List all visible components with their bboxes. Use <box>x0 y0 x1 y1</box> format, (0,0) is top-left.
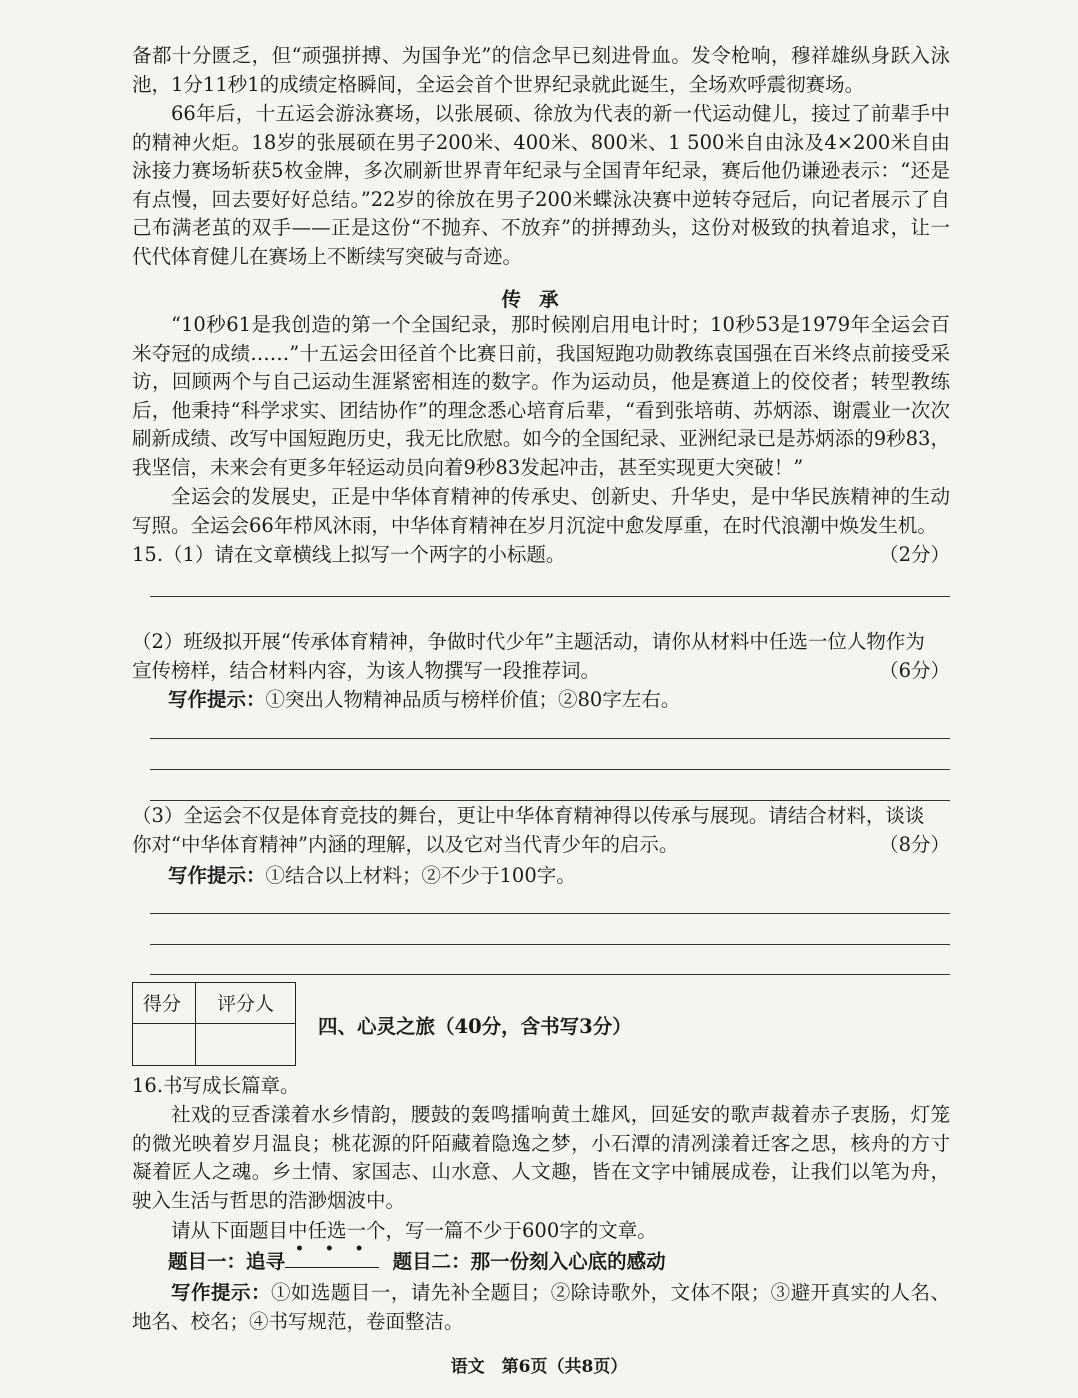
essay-instruction: 请从下面题目中任选一个，写一篇不少于600字的文章。 <box>171 1219 657 1242</box>
question-15-3-points: （8分） <box>879 833 950 856</box>
essay-prompt: 社戏的豆香漾着水乡情韵，腰鼓的轰鸣擂响黄土雄风，回延安的歌声裁着赤子衷肠，灯笼的微光映着岁月温良；桃花源的阡陌藏着隐逸之梦，小石潭的清冽漾着迁客之思，核舟的方寸凝着匠人之魂。乡土情、家国志、山水意、人文趣，皆在文字中铺展成卷，让我们以笔为舟，驶入生活与哲思的浩渺烟波中。 <box>132 1103 950 1212</box>
topic-two: 题目二：那一份刻入心底的感动 <box>392 1250 666 1273</box>
article-paragraph-1: 备都十分匮乏，但“顽强拼搏、为国争光”的信念早已刻进骨血。发令枪响，穆祥雄纵身跃入泳池，1分11秒1的成绩定格瞬间，全运会首个世界纪录就此诞生，全场欢呼震彻赛场。 <box>132 44 950 96</box>
answer-line[interactable] <box>150 596 950 597</box>
table-divider <box>133 1023 295 1024</box>
topic-one: 题目一：追寻 <box>168 1250 286 1273</box>
answer-line[interactable] <box>150 974 950 975</box>
essay-hint <box>132 1279 950 1336</box>
grader-header: 评分人 <box>217 993 275 1015</box>
essay-topics <box>168 1241 868 1277</box>
question-15-1-points: （2分） <box>879 543 950 566</box>
article-paragraph-2: 66年后，十五运会游泳赛场，以张展硕、徐放为代表的新一代运动健儿，接过了前辈手中的精神火炬。18岁的张展硕在男子200米、400米、800米、1 500米自由泳及4×200米自由泳接力赛场斩获5枚金牌，多次刷新世界青年纪录与全国青年纪录，赛后他仍谦逊表示：“还是有点慢，回去要好好总结。”22岁的徐放在男子200米蝶泳决赛中逆转夺冠后，向记者展示了自己布满老茧的双手——正是这份“不抛弃、不放弃”的拼搏劲头，这份对极致的执着追求，让一代代体育健儿在赛场上不断续写突破与奇迹。 <box>132 102 950 268</box>
answer-line[interactable] <box>150 913 950 914</box>
answer-line[interactable] <box>150 769 950 770</box>
question-15-2-line-2 <box>132 657 950 686</box>
question-15-2-points: （6分） <box>879 659 950 682</box>
question-15-3-line-1: （3）全运会不仅是体育竞技的舞台，更让中华体育精神得以传承与展现。请结合材料，谈谈 <box>132 804 925 827</box>
hint-text: ①突出人物精神品质与榜样价值；②80字左右。 <box>265 688 681 711</box>
topic-one-blank[interactable]: • • • <box>285 1247 379 1268</box>
question-15-3-line-2 <box>132 831 950 860</box>
question-15-3-hint <box>168 862 576 890</box>
question-15-1 <box>132 541 950 570</box>
hint-label: 写作提示： <box>168 864 266 887</box>
question-16: 16.书写成长篇章。 <box>132 1074 300 1097</box>
question-15-2-text: 宣传榜样，结合材料内容，为该人物撰写一段推荐词。 <box>132 659 601 682</box>
answer-line[interactable] <box>150 738 950 739</box>
table-divider <box>195 983 196 1065</box>
hint-label: 写作提示： <box>171 1281 271 1304</box>
article-paragraph-4: 全运会的发展史，正是中华体育精神的传承史、创新史、升华史，是中华民族精神的生动写照。全运会66年栉风沐雨，中华体育精神在岁月沉淀中愈发厚重，在时代浪潮中焕发生机。 <box>132 485 950 537</box>
hint-label: 写作提示： <box>168 688 266 711</box>
hint-text: ①如选题目一，请先补全题目；②除诗歌外，文体不限；③避开真实的人名、地名、校名；④书写规范，卷面整洁。 <box>132 1281 950 1333</box>
answer-line[interactable] <box>150 800 950 801</box>
answer-line[interactable] <box>150 944 950 945</box>
page-footer: 语文 第6页（共8页） <box>450 1357 628 1377</box>
section-title: 传承 <box>501 288 577 311</box>
question-15-1-text: 15.（1）请在文章横线上拟写一个两字的小标题。 <box>132 543 566 566</box>
hint-text: ①结合以上材料；②不少于100字。 <box>265 864 576 887</box>
score-table <box>132 982 296 1066</box>
part-4-title: 四、心灵之旅（40分，含书写3分） <box>318 1015 632 1038</box>
question-15-2-hint <box>168 686 680 714</box>
score-header: 得分 <box>143 993 182 1015</box>
article-paragraph-3: “10秒61是我创造的第一个全国纪录，那时候刚启用电计时；10秒53是1979年全运会百米夺冠的成绩……”十五运会田径首个比赛日前，我国短跑功勋教练袁国强在百米终点前接受采访，回顾两个与自己运动生涯紧密相连的数字。作为运动员，他是赛道上的佼佼者；转型教练后，他秉持“科学求实、团结协作”的理念悉心培育后辈，“看到张培萌、苏炳添、谢震业一次次刷新成绩、改写中国短跑历史，我无比欣慰。如今的全国纪录、亚洲纪录已是苏炳添的9秒83，我坚信，未来会有更多年轻运动员向着9秒83发起冲击，甚至实现更大突破！” <box>132 313 950 479</box>
question-15-3-text: 你对“中华体育精神”内涵的理解，以及它对当代青少年的启示。 <box>132 833 679 856</box>
question-15-2-line-1: （2）班级拟开展“传承体育精神，争做时代少年”主题活动，请你从材料中任选一位人物作为 <box>132 630 925 653</box>
